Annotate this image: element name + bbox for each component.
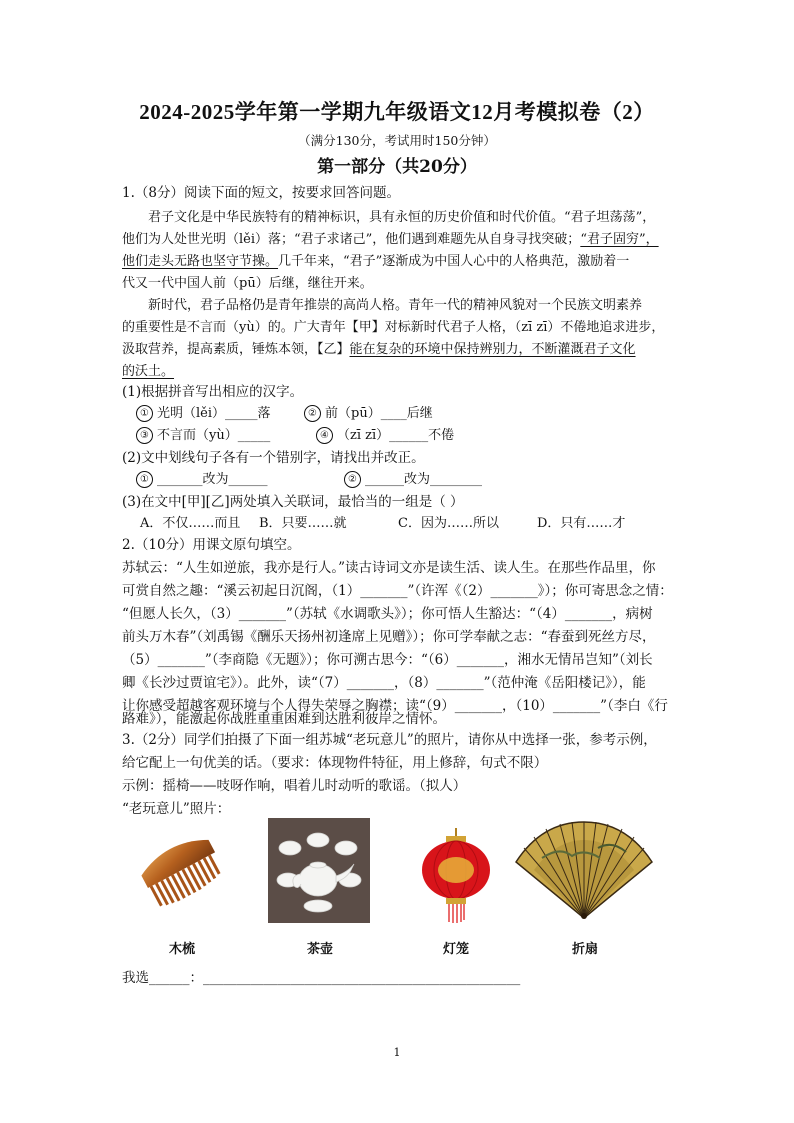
fix-item-1 bbox=[136, 468, 268, 488]
q1-para1-line1: 君子文化是中华民族特有的精神标识，具有永恒的历史价值和时代价值。“君子坦荡荡”， bbox=[148, 210, 656, 225]
q2-line-2: 可赏自然之趣：“溪云初起日沉阁，（1）_______”（许浑《（2）_______》）；你可寄思念之情： bbox=[122, 583, 673, 599]
q1-para2-line3 bbox=[122, 338, 636, 357]
page-number: 1 bbox=[393, 1046, 401, 1059]
caption-teapot: 茶壶 bbox=[306, 942, 333, 957]
pinyin-item-text: 不言而（yù）_____ bbox=[157, 428, 271, 443]
teapot-icon bbox=[268, 818, 370, 923]
circled-number: ④ bbox=[316, 427, 333, 444]
q2-line-3: “但愿人长久，（3）_______”（苏轼《水调歌头》）；你可悟人生豁达：“（4）_______，病树 bbox=[122, 606, 653, 622]
option-d: D．只有……才 bbox=[537, 516, 626, 531]
q1-para2-line2: 的重要性是不言而（yù）的。广大青年【甲】对标新时代君子人格，（zī zī）不倦地追求进步， bbox=[122, 320, 665, 335]
q1-sub1: (1)根据拼音写出相应的汉字。 bbox=[122, 384, 304, 400]
q3-example: 示例：摇椅——吱呀作响，唱着儿时动听的歌谣。（拟人） bbox=[122, 778, 467, 794]
fan-icon bbox=[512, 818, 656, 924]
q1-para1-line3-text: 几千年来，“君子”逐渐成为中国人心中的人格典范，激励着一 bbox=[278, 254, 630, 269]
q2-line-6: 卿《长沙过贾谊宅》）。此外，读“（7）_______，（8）_______”（范仲淹《岳阳楼记》），能 bbox=[122, 675, 646, 691]
q1-para1-line4: 代又一代中国人前（pū）后继，继往开来。 bbox=[122, 276, 373, 291]
comb-icon bbox=[132, 826, 232, 916]
fix-item-text: _______改为______ bbox=[157, 472, 268, 487]
q1-underline-sentence-b-end: 的沃土。 bbox=[122, 364, 175, 379]
circled-number: ② bbox=[304, 405, 321, 422]
circled-number: ③ bbox=[136, 427, 153, 444]
fix-item-text: ______改为________ bbox=[365, 472, 483, 487]
caption-fan: 折扇 bbox=[571, 942, 598, 957]
q3-photos-label: “老玩意儿”照片： bbox=[122, 801, 231, 817]
page-title: 2024-2025学年第一学期九年级语文12月考模拟卷（2） bbox=[139, 100, 655, 124]
q2-line-4: 前头万木春”（刘禹锡《酬乐天扬州初逢席上见赠》）；你可学奉献之志：“春蚕到死丝方尽， bbox=[122, 629, 656, 645]
q1-underline-sentence-a-start: “君子固穷”， bbox=[580, 232, 659, 247]
circled-number: ① bbox=[136, 471, 153, 488]
circled-number: ① bbox=[136, 405, 153, 422]
q1-para1-line2 bbox=[122, 228, 659, 247]
comb-photo bbox=[132, 826, 232, 916]
q2-stem: 2.（10分）用课文原句填空。 bbox=[122, 537, 301, 553]
q3-stem-line1: 3.（2分）同学们拍摄了下面一组苏城“老玩意儿”的照片，请你从中选择一张，参考示例， bbox=[122, 732, 657, 748]
q3-stem-line2: 给它配上一句优美的话。（要求：体现物件特征，用上修辞，句式不限） bbox=[122, 755, 548, 771]
q3-answer-line[interactable]: 我选______：_______________________________________________ bbox=[122, 970, 521, 986]
caption-lantern: 灯笼 bbox=[442, 942, 469, 957]
pinyin-item-text: 光明（lěi）_____落 bbox=[157, 406, 271, 421]
q2-line-5: （5）_______”（李商隐《无题》）；你可溯古思今：“（6）_______，湘水无情吊岂知”（刘长 bbox=[122, 652, 653, 668]
pinyin-item-text: 前（pū）____后继 bbox=[325, 406, 433, 421]
pinyin-item-4 bbox=[316, 424, 454, 444]
pinyin-item-2 bbox=[304, 402, 433, 422]
lantern-icon bbox=[418, 828, 494, 924]
fan-photo bbox=[512, 818, 656, 924]
pinyin-item-text: （zī zī）______不倦 bbox=[337, 428, 455, 443]
q1-underline-sentence-a-end: 他们走头无路也坚守节操。 bbox=[122, 254, 279, 269]
option-c: C．因为……所以 bbox=[398, 516, 499, 531]
option-b: B．只要……就 bbox=[259, 516, 347, 531]
pinyin-item-3 bbox=[136, 424, 270, 444]
teapot-photo bbox=[268, 818, 370, 923]
q1-underline-sentence-b-start: 能在复杂的环境中保持辨别力，不断灌溉君子文化 bbox=[349, 342, 636, 357]
exam-info: （满分130分，考试用时150分钟） bbox=[298, 133, 496, 148]
part-heading: 第一部分（共20分） bbox=[317, 157, 477, 177]
q2-line-8: 路难》），能激起你战胜重重困难到达胜利彼岸之情怀。 bbox=[122, 711, 446, 727]
lantern-photo bbox=[418, 828, 494, 924]
q1-para1-line3 bbox=[122, 250, 629, 269]
q1-stem: 1.（8分）阅读下面的短文，按要求回答问题。 bbox=[122, 185, 400, 201]
q2-line-1: 苏轼云：“人生如逆旅，我亦是行人。”读古诗词文亦是读生活、读人生。在那些作品里，你 bbox=[122, 560, 656, 576]
q1-sub3: (3)在文中[甲][乙]两处填入关联词，最恰当的一组是（ ） bbox=[122, 494, 464, 510]
q1-para1-line2-text: 他们为人处世光明（lěi）落；“君子求诸己”，他们遇到难题先从自身寻找突破； bbox=[122, 232, 581, 247]
q1-sub2: (2)文中划线句子各有一个错别字，请找出并改正。 bbox=[122, 450, 425, 466]
q1-para2-line4 bbox=[122, 360, 174, 379]
q1-para2-line3-text: 汲取营养，提高素质，锤炼本领，【乙】 bbox=[122, 342, 350, 357]
fix-item-2 bbox=[344, 468, 482, 488]
circled-number: ② bbox=[344, 471, 361, 488]
option-a: A．不仅……而且 bbox=[140, 516, 241, 531]
pinyin-item-1 bbox=[136, 402, 271, 422]
q1-para2-line1: 新时代，君子品格仍是青年推崇的高尚人格。青年一代的精神风貌对一个民族文明素养 bbox=[148, 298, 643, 313]
q2-line-7: 让你感受超越客观环境与个人得失荣辱之胸襟；读“（9）_______，（10）_______”（李白《行 bbox=[122, 698, 668, 714]
caption-comb: 木梳 bbox=[168, 942, 195, 957]
